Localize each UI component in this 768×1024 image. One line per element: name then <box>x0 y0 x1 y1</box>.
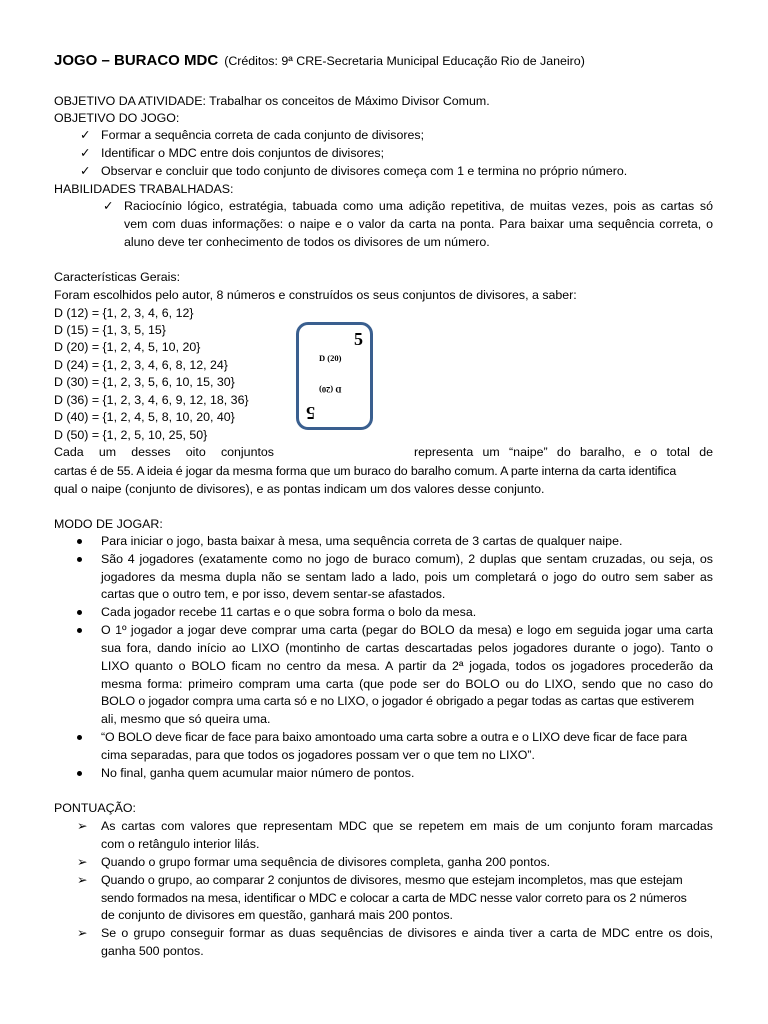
credits-text: (Créditos: 9ª CRE-Secretaria Municipal Educação Rio de Janeiro) <box>224 54 585 68</box>
bullet-icon <box>77 557 82 562</box>
pontuacao-heading: PONTUAÇÃO: <box>54 801 136 815</box>
modo-line: jogadores da mesma dupla não se sentam lado a lado, pois um completará o jogo do outro sem saber as <box>101 570 713 584</box>
modo-line: cartas que o outro tem, e por isso, devem sentar-se afastados. <box>101 587 446 601</box>
objetivo-item: Observar e concluir que todo conjunto de divisores começa com 1 e termina no próprio número. <box>101 164 628 178</box>
pontuacao-line: de conjunto de divisores em questão, ganhará mais 200 pontos. <box>101 908 453 922</box>
objetivo-jogo-heading: OBJETIVO DO JOGO: <box>54 111 180 125</box>
card-value-bottom: 5 <box>306 403 315 423</box>
divisor-set: D (40) = {1, 2, 4, 5, 8, 10, 20, 40} <box>54 410 235 424</box>
pontuacao-line: Quando o grupo formar uma sequência de divisores completa, ganha 200 pontos. <box>101 855 551 869</box>
modo-line: “O BOLO deve ficar de face para baixo amontoado uma carta sobre a outra e o LIXO deve ficar de face para <box>101 730 688 744</box>
habilidades-line: vem com duas informações: o naipe e o valor da carta na ponta. Para baixar uma sequência correta, o <box>124 217 713 231</box>
objetivo-item: Formar a sequência correta de cada conjunto de divisores; <box>101 128 425 142</box>
modo-line: ali, mesmo que só queira uma. <box>101 712 271 726</box>
modo-line: BOLO o jogador compra uma carta só e no LIXO, o jogador é obrigado a pegar todas as cartas que estiverem <box>101 694 694 708</box>
habilidades-heading: HABILIDADES TRABALHADAS: <box>54 182 234 196</box>
cada-right: representa um “naipe” do baralho, e o total de <box>414 445 713 459</box>
title-text: JOGO – BURACO MDC <box>54 52 219 69</box>
arrow-bullet-icon: ➢ <box>77 819 88 833</box>
modo-line: O 1º jogador a jogar deve comprar uma carta (pegar do BOLO da mesa) e logo em seguida jogar uma carta <box>101 623 713 637</box>
divisor-set: D (30) = {1, 2, 3, 5, 6, 10, 15, 30} <box>54 375 235 389</box>
modo-line: sua fora, dando início ao LIXO (montinho de cartas descartadas pelos jogadores durante o jogo). Tanto o <box>101 641 713 655</box>
check-icon: ✓ <box>80 164 91 178</box>
divisor-set: D (15) = {1, 3, 5, 15} <box>54 323 166 337</box>
card-value-top: 5 <box>354 329 363 349</box>
check-icon: ✓ <box>80 146 91 160</box>
bullet-icon <box>77 735 82 740</box>
pontuacao-line: sendo formados na mesa, identificar o MDC e colocar a carta de MDC nesse valor correto para os 2 números <box>101 891 687 905</box>
habilidades-line: aluno deve ter conhecimento de todos os divisores de um número. <box>124 235 490 249</box>
modo-line: cima separadas, para que todos os jogadores possam ver o que tem no LIXO”. <box>101 748 535 762</box>
arrow-bullet-icon: ➢ <box>77 855 88 869</box>
arrow-bullet-icon: ➢ <box>77 926 88 940</box>
objetivo-item: Identificar o MDC entre dois conjuntos de divisores; <box>101 146 385 160</box>
caracteristicas-heading: Características Gerais: <box>54 270 181 284</box>
caracteristicas-line: cartas é de 55. A ideia é jogar da mesma forma que um buraco do baralho comum. A parte interna da carta identifica <box>54 464 677 478</box>
document-title <box>54 52 585 70</box>
modo-line: Para iniciar o jogo, basta baixar à mesa, uma sequência correta de 3 cartas de qualquer naipe. <box>101 534 623 548</box>
cada-left: Cada um desses oito conjuntos <box>54 445 274 459</box>
habilidades-line: Raciocínio lógico, estratégia, tabuada como uma adição repetitiva, de muitas vezes, pois as cartas só <box>124 199 713 213</box>
pontuacao-line: Quando o grupo, ao comparar 2 conjuntos de divisores, mesmo que estejam incompletos, mas que estejam <box>101 873 683 887</box>
modo-heading: MODO DE JOGAR: <box>54 517 163 531</box>
objetivo-atividade: OBJETIVO DA ATIVIDADE: Trabalhar os conceitos de Máximo Divisor Comum. <box>54 94 490 108</box>
caracteristicas-intro: Foram escolhidos pelo autor, 8 números e construídos os seus conjuntos de divisores, a saber: <box>54 288 577 302</box>
bullet-icon <box>77 610 82 615</box>
divisor-set: D (50) = {1, 2, 5, 10, 25, 50} <box>54 428 208 442</box>
modo-line: São 4 jogadores (exatamente como no jogo de buraco comum), 2 duplas que sentam cruzadas, ou seja, os <box>101 552 713 566</box>
bullet-icon <box>77 771 82 776</box>
modo-line: No final, ganha quem acumular maior número de pontos. <box>101 766 415 780</box>
modo-line: mesma forma: primeiro compram uma carta (que pode ser do BOLO ou do LIXO, sendo que no caso do <box>101 677 713 691</box>
modo-line: Cada jogador recebe 11 cartas e o que sobra forma o bolo da mesa. <box>101 605 477 619</box>
divisor-set: D (36) = {1, 2, 3, 4, 6, 9, 12, 18, 36} <box>54 393 249 407</box>
bullet-icon <box>77 628 82 633</box>
divisor-set: D (24) = {1, 2, 3, 4, 6, 8, 12, 24} <box>54 358 228 372</box>
pontuacao-line: ganha 500 pontos. <box>101 944 204 958</box>
pontuacao-line: com o retângulo interior lilás. <box>101 837 260 851</box>
card-suit-top: D (20) <box>319 353 342 363</box>
pontuacao-line: Se o grupo conseguir formar as duas sequências de divisores e ainda tiver a carta de MDC entre os dois, <box>101 926 713 940</box>
divisor-set: D (20) = {1, 2, 4, 5, 10, 20} <box>54 340 201 354</box>
pontuacao-line: As cartas com valores que representam MDC que se repetem em mais de um conjunto foram marcadas <box>101 819 713 833</box>
check-icon: ✓ <box>103 199 114 213</box>
divisor-set: D (12) = {1, 2, 3, 4, 6, 12} <box>54 306 194 320</box>
caracteristicas-line: qual o naipe (conjunto de divisores), e as pontas indicam um dos valores desse conjunto. <box>54 482 545 496</box>
bullet-icon <box>77 539 82 544</box>
arrow-bullet-icon: ➢ <box>77 873 88 887</box>
check-icon: ✓ <box>80 128 91 142</box>
card-suit-bottom: D (20) <box>319 385 342 395</box>
modo-line: LIXO quanto o BOLO ficam no centro da mesa. A partir da 2ª jogada, todos os jogadores procederão da <box>101 659 713 673</box>
card-illustration <box>296 322 373 430</box>
